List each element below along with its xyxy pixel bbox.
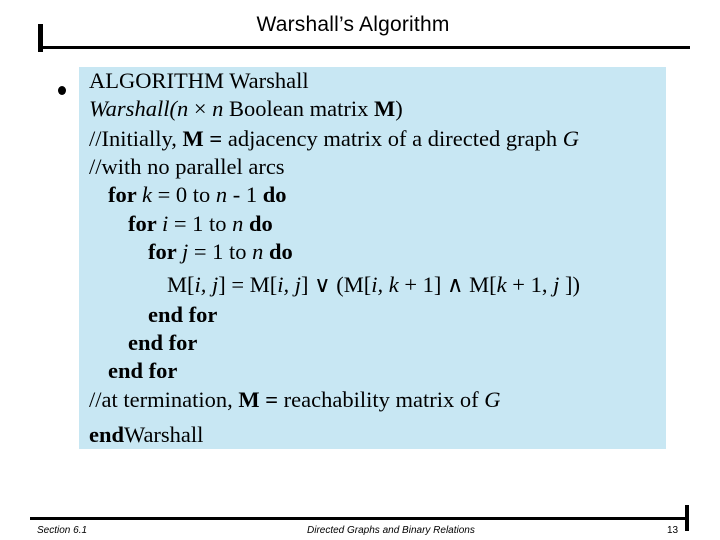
end-for-j: end for [148, 302, 218, 327]
end-for-i: end for [128, 330, 198, 355]
comment-initially: //Initially, M = adjacency matrix of a directed graph G [89, 126, 579, 151]
end-warshall: endWarshall [89, 422, 204, 447]
footer-chapter-title: Directed Graphs and Binary Relations [307, 525, 475, 536]
comment-no-parallel-arcs: //with no parallel arcs [89, 154, 285, 179]
for-k-line: for k = 0 to n - 1 do [108, 182, 287, 207]
page-number: 13 [667, 525, 679, 536]
footer-rule-vertical [685, 505, 689, 531]
assignment-line: M[i, j] = M[i, j] ∨ (M[i, k + 1] ∧ M[k + 1, j ]) [167, 272, 580, 297]
algorithm-signature: Warshall(n × n Boolean matrix M) [89, 96, 403, 121]
slide-title: Warshall’s Algorithm [256, 13, 450, 36]
for-i-line: for i = 1 to n do [128, 211, 273, 236]
end-for-k: end for [108, 358, 178, 383]
footer-section: Section 6.1 [37, 525, 88, 536]
comment-termination: //at termination, M = reachability matrix of G [89, 387, 501, 412]
title-rule-horizontal [38, 46, 690, 49]
footer-rule-horizontal [30, 517, 688, 520]
bullet-icon [58, 86, 66, 95]
for-j-line: for j = 1 to n do [148, 239, 293, 264]
algorithm-header: ALGORITHM Warshall [89, 68, 309, 93]
